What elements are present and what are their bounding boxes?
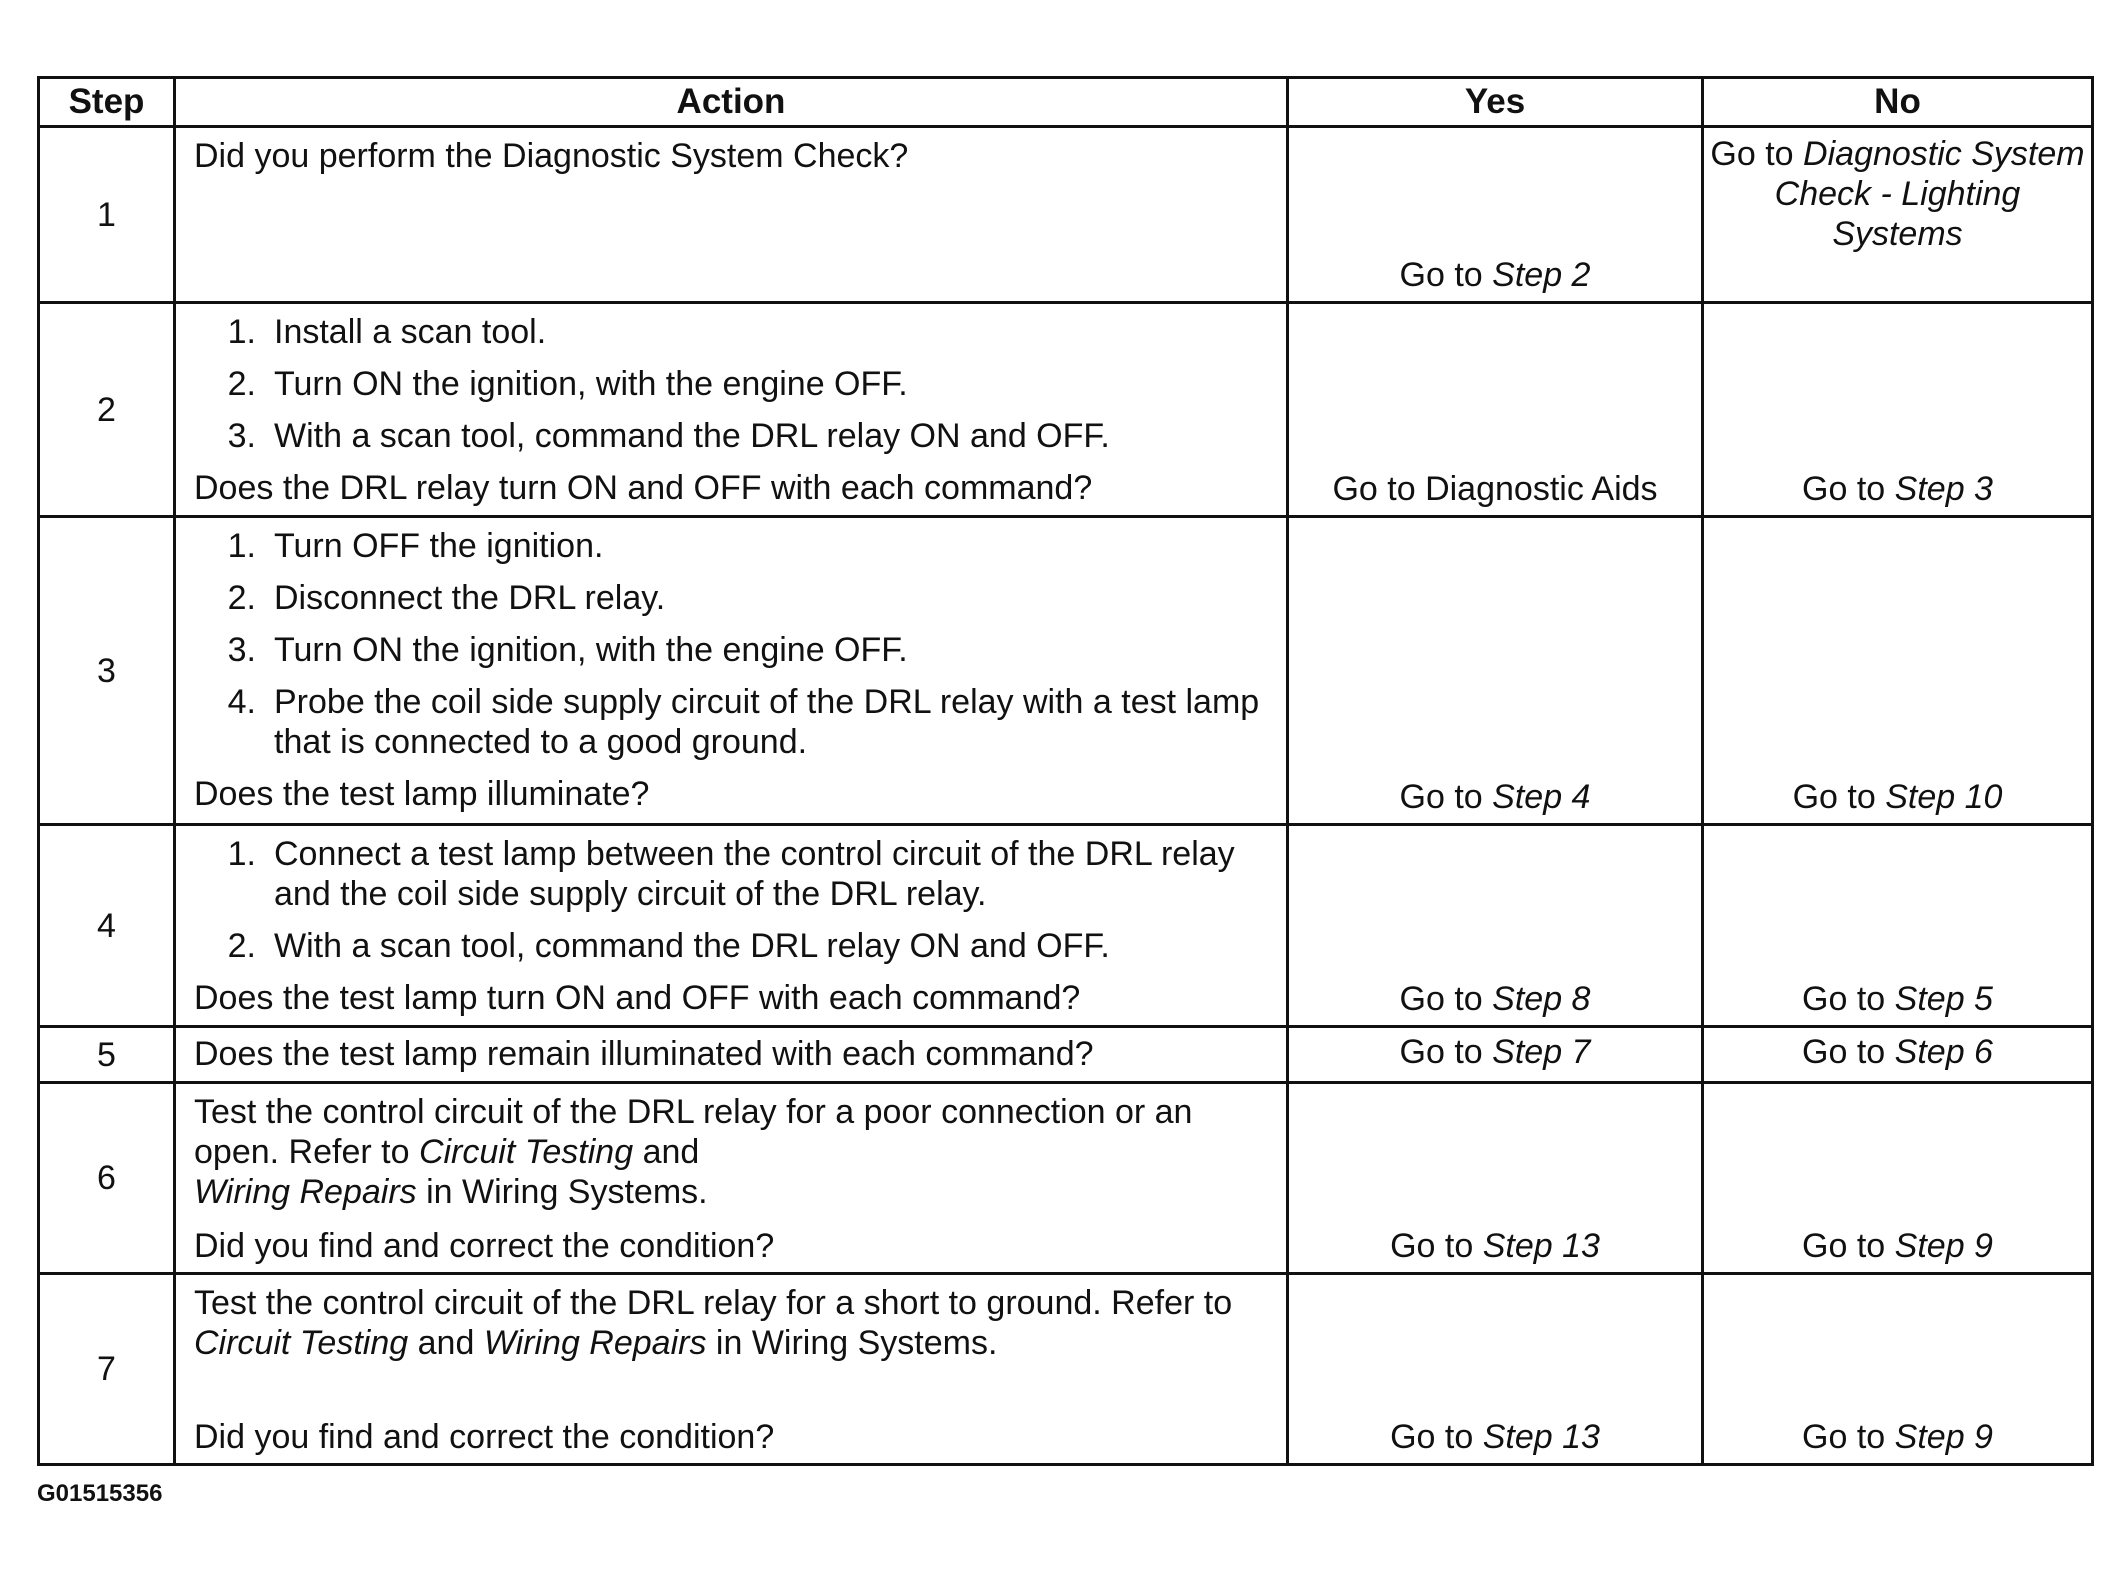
action-cell <box>175 1274 1288 1465</box>
step-number: 2 <box>39 303 175 517</box>
no-prefix: Go to <box>1792 778 1876 816</box>
yes-cell <box>1288 127 1703 303</box>
sub-step-text: With a scan tool, command the DRL relay ON and OFF. <box>274 417 1110 455</box>
yes-cell <box>1288 517 1703 825</box>
sub-step-text: Probe the coil side supply circuit of the DRL relay with a test lamp that is connected to a good ground. <box>274 683 1260 761</box>
action-cell <box>175 517 1288 825</box>
sub-step-number: 1. <box>227 527 256 565</box>
sub-step-list <box>194 834 1268 966</box>
sub-step-number: 1. <box>227 313 256 351</box>
header-action: Action <box>175 78 1288 127</box>
yes-cell <box>1288 1083 1703 1274</box>
table-row <box>39 825 2093 1027</box>
step-number: 6 <box>39 1083 175 1274</box>
sub-step <box>194 682 1268 762</box>
sub-step <box>194 526 1268 566</box>
sub-step-number: 2. <box>227 579 256 617</box>
yes-link[interactable]: Go to Diagnostic Aids <box>1332 470 1658 508</box>
step-instruction <box>194 1092 1268 1212</box>
header-row <box>39 78 2093 127</box>
yes-cell <box>1288 1274 1703 1465</box>
yes-prefix: Go to <box>1390 1227 1474 1265</box>
step-question: Does the DRL relay turn ON and OFF with each command? <box>194 469 1093 507</box>
sub-step-text: Connect a test lamp between the control circuit of the DRL relay and the coil side supply circuit of the DRL relay. <box>274 835 1235 913</box>
instruction-text: and <box>417 1324 475 1362</box>
yes-link[interactable]: Step 7 <box>1492 1032 1591 1071</box>
no-prefix: Go to <box>1710 135 1794 173</box>
step-number: 3 <box>39 517 175 825</box>
sub-step <box>194 416 1268 456</box>
table-row <box>39 517 2093 825</box>
yes-cell <box>1288 1027 1703 1083</box>
no-link[interactable]: Step 9 <box>1894 1227 1993 1265</box>
no-cell <box>1703 825 2093 1027</box>
table-row <box>39 303 2093 517</box>
step-number: 1 <box>39 127 175 303</box>
no-link[interactable]: Step 6 <box>1894 1032 1993 1071</box>
sub-step-text: Turn OFF the ignition. <box>274 527 604 565</box>
yes-link[interactable]: Step 13 <box>1482 1227 1600 1265</box>
no-link[interactable]: Diagnostic System Check - Lighting Systems <box>1774 135 2085 253</box>
yes-prefix: Go to <box>1399 1032 1483 1071</box>
sub-step-text: Disconnect the DRL relay. <box>274 579 666 617</box>
sub-step-number: 3. <box>227 631 256 669</box>
sub-step-number: 2. <box>227 927 256 965</box>
header-step: Step <box>39 78 175 127</box>
sub-step <box>194 834 1268 914</box>
yes-prefix: Go to <box>1399 778 1483 816</box>
step-instruction <box>194 1283 1268 1363</box>
yes-link[interactable]: Step 13 <box>1482 1418 1600 1456</box>
header-yes: Yes <box>1288 78 1703 127</box>
no-cell <box>1703 517 2093 825</box>
no-link[interactable]: Step 5 <box>1894 980 1993 1018</box>
sub-step-list <box>194 312 1268 456</box>
table-row <box>39 1274 2093 1465</box>
instruction-text: and <box>642 1133 700 1171</box>
action-cell <box>175 1083 1288 1274</box>
no-prefix: Go to <box>1802 980 1886 1018</box>
yes-link[interactable]: Step 2 <box>1492 256 1591 294</box>
step-question: Does the test lamp illuminate? <box>194 775 650 813</box>
sub-step-list <box>194 526 1268 762</box>
instruction-text: in Wiring Systems. <box>715 1324 998 1362</box>
sub-step-text: With a scan tool, command the DRL relay ON and OFF. <box>274 927 1110 965</box>
step-question: Did you perform the Diagnostic System Check? <box>194 137 909 175</box>
no-link[interactable]: Step 9 <box>1894 1418 1993 1456</box>
no-cell <box>1703 1083 2093 1274</box>
sub-step <box>194 630 1268 670</box>
step-number: 7 <box>39 1274 175 1465</box>
yes-prefix: Go to <box>1399 980 1483 1018</box>
sub-step-text: Install a scan tool. <box>274 313 547 351</box>
step-question: Did you find and correct the condition? <box>194 1418 775 1456</box>
no-prefix: Go to <box>1802 1227 1886 1265</box>
action-cell <box>175 303 1288 517</box>
no-prefix: Go to <box>1802 1418 1886 1456</box>
action-cell <box>175 127 1288 303</box>
action-cell <box>175 825 1288 1027</box>
step-question: Does the test lamp turn ON and OFF with each command? <box>194 979 1081 1017</box>
diagnostic-table <box>37 76 2094 1466</box>
yes-cell <box>1288 303 1703 517</box>
sub-step <box>194 578 1268 618</box>
sub-step-number: 3. <box>227 417 256 455</box>
reference-link[interactable]: Wiring Repairs <box>194 1173 417 1211</box>
step-number: 4 <box>39 825 175 1027</box>
reference-link[interactable]: Circuit Testing <box>194 1324 409 1362</box>
table-row <box>39 127 2093 303</box>
no-link[interactable]: Step 10 <box>1885 778 2003 816</box>
instruction-text: Test the control circuit of the DRL relay for a short to ground. Refer to <box>194 1284 1233 1322</box>
sub-step-number: 1. <box>227 835 256 873</box>
instruction-text: Test the control circuit of the DRL relay for a poor connection or an open. Refer to <box>194 1093 1193 1171</box>
yes-cell <box>1288 825 1703 1027</box>
yes-link[interactable]: Step 8 <box>1492 980 1591 1018</box>
no-cell <box>1703 1027 2093 1083</box>
no-prefix: Go to <box>1802 470 1886 508</box>
no-prefix: Go to <box>1802 1032 1886 1071</box>
sub-step-number: 2. <box>227 365 256 403</box>
reference-link[interactable]: Wiring Repairs <box>483 1324 707 1362</box>
sub-step-text: Turn ON the ignition, with the engine OFF. <box>274 365 908 403</box>
reference-link[interactable]: Circuit Testing <box>418 1133 634 1171</box>
step-question: Did you find and correct the condition? <box>194 1227 775 1265</box>
table-row <box>39 1027 2093 1083</box>
yes-prefix: Go to <box>1399 256 1483 294</box>
figure-id: G01515356 <box>37 1480 163 1507</box>
sub-step <box>194 364 1268 404</box>
table-row <box>39 1083 2093 1274</box>
yes-link[interactable]: Step 4 <box>1492 778 1591 816</box>
sub-step-number: 4. <box>227 683 256 721</box>
no-link[interactable]: Step 3 <box>1894 470 1993 508</box>
step-number: 5 <box>39 1027 175 1083</box>
sub-step <box>194 312 1268 352</box>
header-no: No <box>1703 78 2093 127</box>
no-cell <box>1703 1274 2093 1465</box>
no-cell <box>1703 127 2093 303</box>
sub-step-text: Turn ON the ignition, with the engine OFF. <box>274 631 908 669</box>
step-question: Does the test lamp remain illuminated with each command? <box>194 1034 1094 1073</box>
sub-step <box>194 926 1268 966</box>
yes-prefix: Go to <box>1390 1418 1474 1456</box>
no-cell <box>1703 303 2093 517</box>
instruction-text: in Wiring Systems. <box>426 1173 708 1211</box>
action-cell <box>175 1027 1288 1083</box>
